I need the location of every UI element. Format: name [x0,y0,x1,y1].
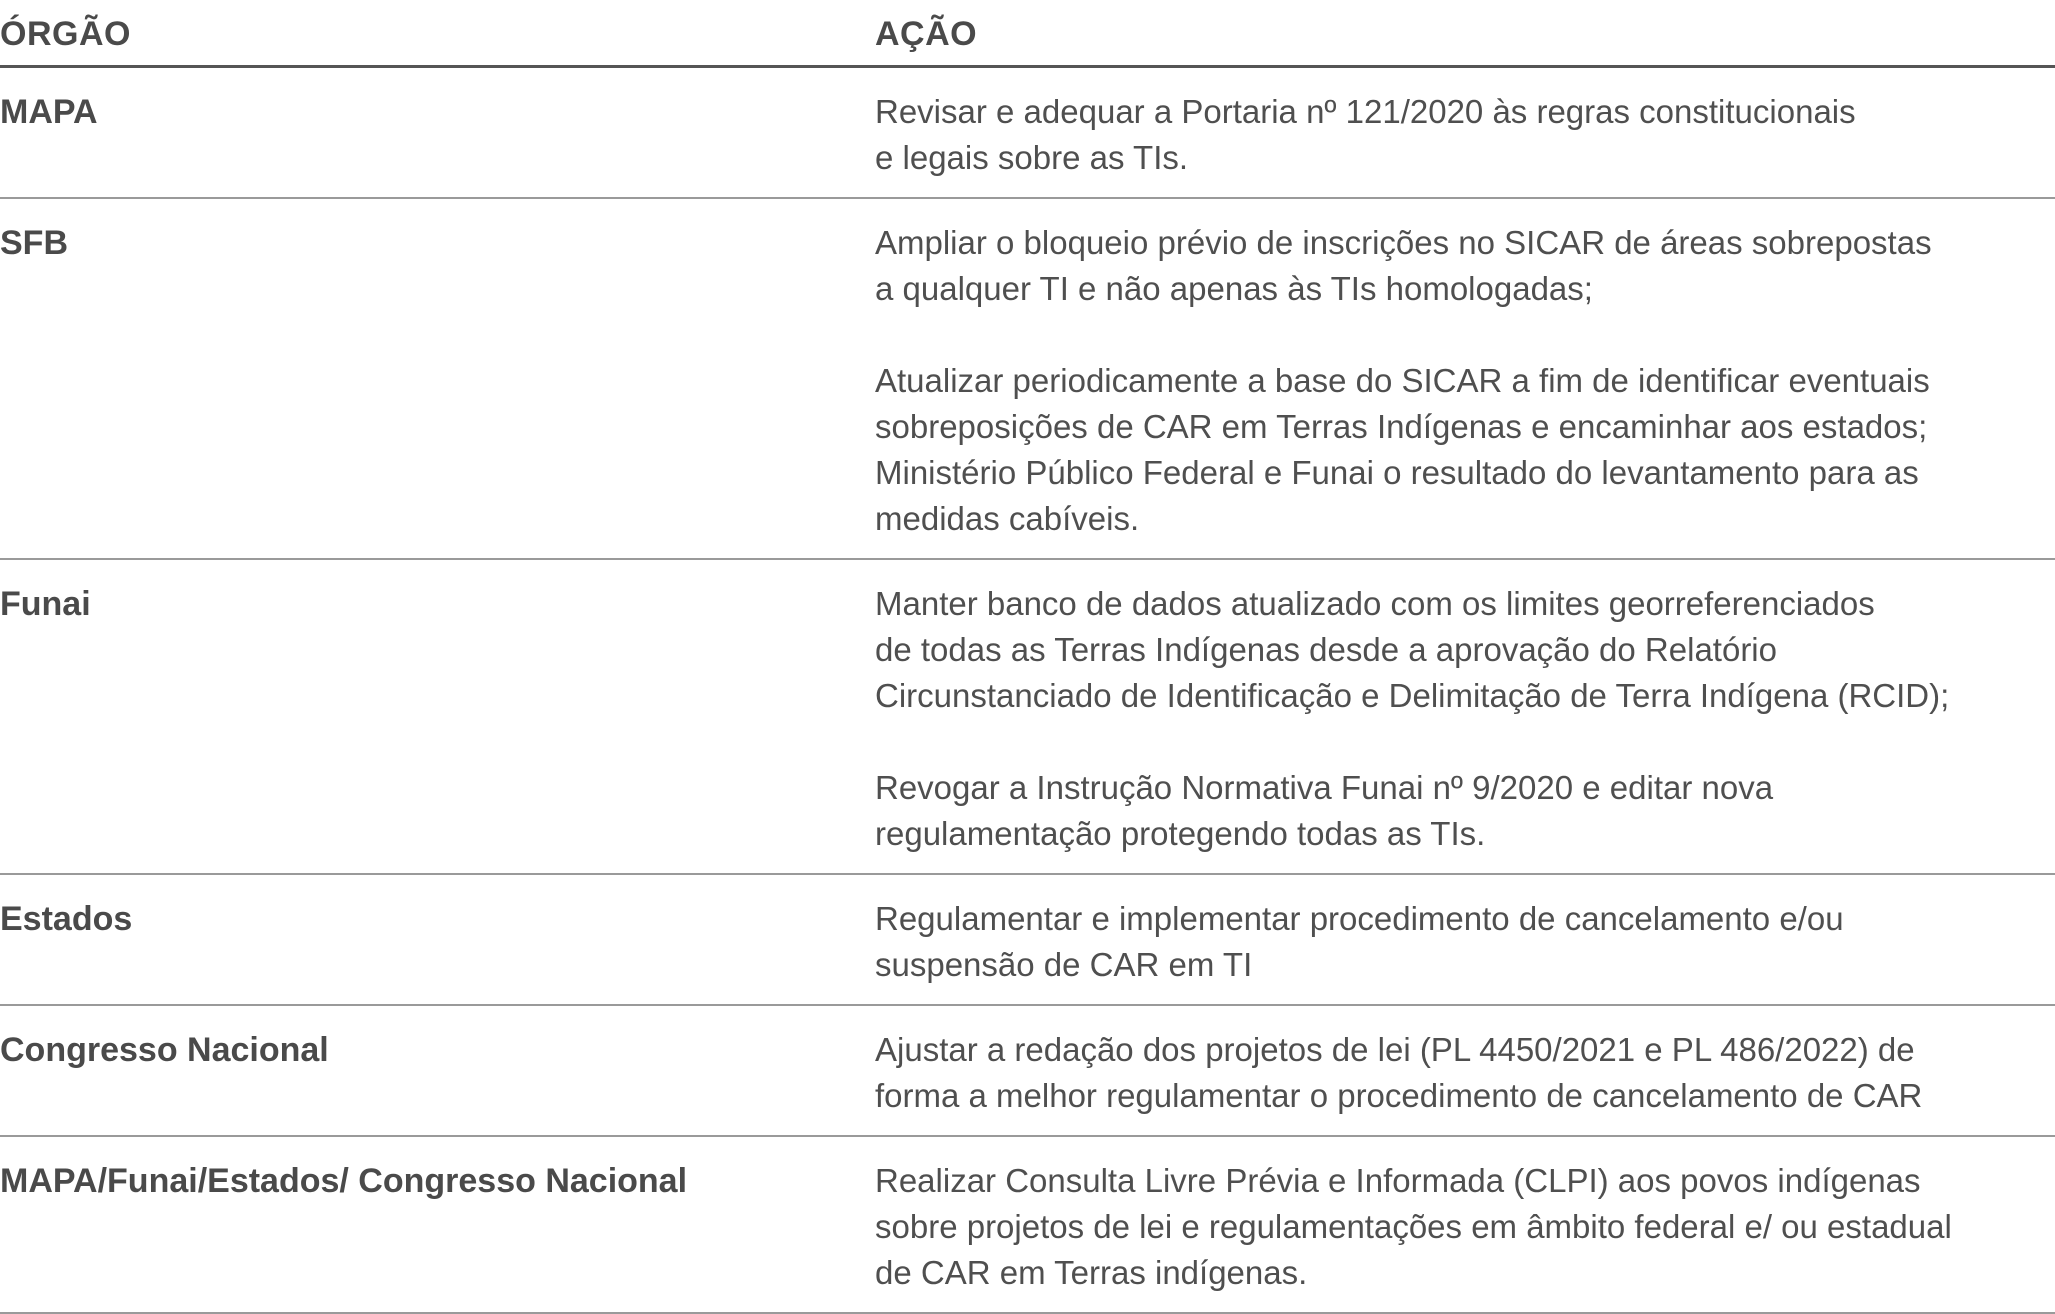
orgao-cell: Congresso Nacional [0,1031,329,1069]
acao-text: Manter banco de dados atualizado com os limites georreferenciados de todas as Terras Indígenas desde a aprovação do Relatório Circunstanciado de Identificação e Delimitação de Terra Indígena (RCID); [875,585,1950,714]
table-header [0,0,2055,68]
table-row [0,560,2055,875]
acao-cell [875,581,2055,857]
acao-text: Atualizar periodicamente a base do SICAR a fim de identificar eventuais sobreposições de CAR em Terras Indígenas e encaminhar aos estados; Ministério Público Federal e Funai o resultado do levantamento para as medidas cabíveis. [875,362,1930,537]
acao-cell [875,89,2055,181]
table-row [0,199,2055,560]
table-row [0,68,2055,199]
acao-text: Ajustar a redação dos projetos de lei (PL 4450/2021 e PL 486/2022) de forma a melhor regulamentar o procedimento de cancelamento de CAR [875,1031,1923,1114]
acao-text: Regulamentar e implementar procedimento de cancelamento e/ou suspensão de CAR em TI [875,900,1844,983]
acao-cell [875,1027,2055,1119]
acao-text: Revisar e adequar a Portaria nº 121/2020 às regras constitucionais e legais sobre as TIs. [875,93,1856,176]
table-row [0,875,2055,1006]
header-orgao: ÓRGÃO [0,15,131,53]
acao-cell [875,896,2055,988]
orgao-cell: Funai [0,585,91,623]
acao-cell [875,1158,2055,1296]
acao-text: Revogar a Instrução Normativa Funai nº 9/2020 e editar nova regulamentação protegendo todas as TIs. [875,769,1774,852]
header-acao: AÇÃO [875,15,978,53]
acao-text: Realizar Consulta Livre Prévia e Informada (CLPI) aos povos indígenas sobre projetos de lei e regulamentações em âmbito federal e/ ou estadual de CAR em Terras indígenas. [875,1162,1952,1291]
acao-cell [875,220,2055,542]
orgao-cell: Estados [0,900,133,938]
orgao-cell: MAPA [0,93,98,131]
orgao-cell: SFB [0,224,68,262]
acao-text: Ampliar o bloqueio prévio de inscrições no SICAR de áreas sobrepostas a qualquer TI e não apenas às TIs homologadas; [875,224,1932,307]
table-row [0,1137,2055,1314]
table-row [0,1006,2055,1137]
orgao-cell: MAPA/Funai/Estados/ Congresso Nacional [0,1162,688,1200]
